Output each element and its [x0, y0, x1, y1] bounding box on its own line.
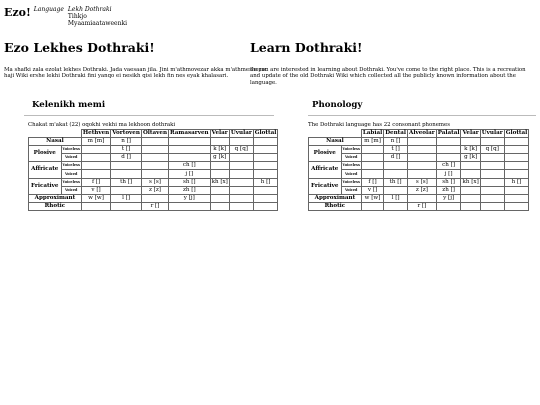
phoneme-cell: y [j] — [169, 194, 211, 202]
section-title: Phonology — [312, 100, 363, 110]
divider — [308, 115, 536, 116]
phoneme-cell — [461, 194, 480, 202]
phoneme-cell: s [s] — [408, 178, 437, 186]
phoneme-cell: w [w] — [81, 194, 110, 202]
column-header: Vortoven — [112, 130, 140, 137]
phoneme-cell: n [] — [384, 138, 408, 146]
phoneme-cell — [253, 202, 278, 210]
column-header: Uvular — [230, 130, 252, 137]
phoneme-cell — [480, 162, 504, 170]
phoneme-cell — [436, 202, 461, 210]
voicing-label: Voiceless — [61, 178, 81, 186]
phoneme-cell — [111, 186, 142, 194]
phoneme-cell — [361, 154, 383, 162]
row-header-plosive: Plosive — [309, 146, 342, 162]
phoneme-cell: ch [] — [169, 162, 211, 170]
dothraki-column — [4, 40, 272, 80]
phoneme-cell — [504, 202, 529, 210]
phoneme-cell — [504, 194, 529, 202]
phoneme-cell — [461, 138, 480, 146]
phoneme-cell: l [] — [384, 194, 408, 202]
phoneme-cell — [81, 162, 110, 170]
phoneme-cell — [229, 202, 253, 210]
phoneme-cell: f [] — [81, 178, 110, 186]
phoneme-cell: k [k] — [210, 146, 229, 154]
phoneme-cell — [408, 162, 437, 170]
phoneme-cell — [384, 186, 408, 194]
phoneme-cell: r [] — [408, 202, 437, 210]
table-corner — [29, 130, 82, 138]
table-row — [29, 194, 278, 202]
table-row — [309, 194, 529, 202]
phoneme-cell — [229, 154, 253, 162]
voicing-label: Voiced — [61, 186, 81, 194]
phoneme-cell — [408, 146, 437, 154]
phoneme-cell — [408, 170, 437, 178]
phoneme-cell — [229, 194, 253, 202]
phoneme-cell — [253, 138, 278, 146]
phoneme-cell — [436, 146, 461, 154]
phoneme-cell — [141, 154, 168, 162]
column-header: Uvular — [481, 130, 503, 137]
row-header-fricative: Fricative — [29, 178, 62, 194]
phoneme-cell — [253, 194, 278, 202]
phoneme-cell — [408, 138, 437, 146]
phoneme-cell: kh [x] — [462, 178, 479, 185]
phoneme-cell — [480, 202, 504, 210]
phoneme-cell — [384, 202, 408, 210]
phoneme-cell: zh [] — [169, 186, 211, 194]
phoneme-cell: w [w] — [361, 194, 383, 202]
phoneme-cell — [408, 194, 437, 202]
phoneme-cell: t [] — [111, 146, 142, 154]
table-row — [309, 186, 529, 194]
phoneme-cell — [81, 170, 110, 178]
column-header: Alveolar — [409, 130, 435, 137]
phoneme-cell — [141, 162, 168, 170]
phoneme-cell — [81, 154, 110, 162]
phoneme-cell — [361, 202, 383, 210]
table-row — [29, 162, 278, 170]
phoneme-cell — [480, 194, 504, 202]
column-header: Ramasarven — [170, 130, 209, 137]
phoneme-cell: f [] — [361, 178, 383, 186]
phoneme-cell — [504, 146, 529, 154]
phoneme-cell: sh [] — [436, 178, 461, 186]
voicing-label: Voiceless — [341, 146, 361, 154]
table-row — [309, 170, 529, 178]
site-header — [4, 4, 127, 28]
voicing-label: Voiced — [61, 154, 81, 162]
phoneme-cell — [408, 154, 437, 162]
phoneme-cell: h [] — [504, 178, 529, 186]
table-corner — [309, 130, 362, 138]
phoneme-cell — [480, 170, 504, 178]
voicing-label: Voiceless — [61, 146, 81, 154]
phoneme-cell — [210, 138, 229, 146]
table-row — [309, 178, 529, 186]
phoneme-cell — [169, 146, 211, 154]
english-column — [250, 40, 536, 86]
table-row — [29, 146, 278, 154]
phoneme-cell — [210, 202, 229, 210]
row-header-approximant: Approximant — [29, 194, 82, 202]
phoneme-cell — [461, 170, 480, 178]
phoneme-cell — [141, 138, 168, 146]
language-label: Language — [33, 6, 64, 13]
phoneme-cell — [461, 202, 480, 210]
page-title-dothraki: Ezo Lekhes Dothraki! — [4, 40, 155, 55]
phoneme-cell — [229, 186, 253, 194]
phoneme-cell: z [z] — [408, 186, 437, 194]
phoneme-cell: g [k] — [210, 154, 229, 162]
phoneme-cell: r [] — [141, 202, 168, 210]
phoneme-cell — [504, 186, 529, 194]
voicing-label: Voiceless — [341, 162, 361, 170]
phoneme-cell — [169, 154, 211, 162]
phoneme-cell: z [z] — [141, 186, 168, 194]
language-option-tihkjo[interactable]: Tihkjo — [67, 13, 87, 21]
phoneme-cell: y [j] — [436, 194, 461, 202]
phoneme-cell: l [] — [111, 194, 142, 202]
phoneme-cell: g [k] — [461, 154, 480, 162]
phoneme-cell — [229, 170, 253, 178]
phoneme-cell — [384, 170, 408, 178]
row-header-plosive: Plosive — [29, 146, 62, 162]
phoneme-cell — [461, 162, 480, 170]
voicing-label: Voiced — [341, 170, 361, 178]
phoneme-cell — [504, 154, 529, 162]
phoneme-cell: v [] — [81, 186, 110, 194]
table-row — [309, 146, 529, 154]
table-row — [29, 202, 278, 210]
table-row — [309, 154, 529, 162]
table-caption: Chakat m'akat (22) oqokhi vekhi ma lekhoon dothraki — [28, 122, 176, 128]
phoneme-cell: ch [] — [436, 162, 461, 170]
phoneme-cell — [504, 162, 529, 170]
phoneme-cell: zh [] — [436, 186, 461, 194]
section-phonology — [310, 100, 536, 211]
phoneme-cell — [480, 154, 504, 162]
table-row — [309, 138, 529, 146]
row-header-nasal: Nasal — [29, 138, 82, 146]
phoneme-cell — [461, 186, 480, 194]
site-logo[interactable]: Ezo! — [4, 6, 31, 19]
voicing-label: Voiced — [341, 186, 361, 194]
phoneme-cell — [504, 170, 529, 178]
phoneme-cell — [141, 170, 168, 178]
column-header: Dental — [385, 130, 407, 137]
table-header-row — [309, 130, 529, 138]
phoneme-cell: sh [] — [169, 178, 211, 186]
language-option-dothraki[interactable]: Lekh Dothraki — [67, 6, 112, 13]
row-header-rhotic: Rhotic — [29, 202, 82, 210]
phoneme-cell — [436, 138, 461, 146]
phoneme-cell — [141, 146, 168, 154]
consonant-table-dothraki — [28, 129, 278, 211]
row-header-approximant: Approximant — [309, 194, 362, 202]
phoneme-cell — [229, 138, 253, 146]
table-row — [29, 138, 278, 146]
column-header: Velar — [211, 130, 228, 137]
voicing-label: Voiceless — [61, 162, 81, 170]
column-header: Oltaven — [142, 130, 168, 137]
phoneme-cell — [504, 138, 529, 146]
divider — [24, 115, 274, 116]
row-header-rhotic: Rhotic — [309, 202, 362, 210]
phoneme-cell — [210, 162, 229, 170]
phoneme-cell — [111, 162, 142, 170]
table-row — [309, 202, 529, 210]
phoneme-cell — [384, 162, 408, 170]
consonant-table-english — [308, 129, 529, 211]
phoneme-cell — [361, 146, 383, 154]
table-row — [29, 178, 278, 186]
voicing-label: Voiceless — [341, 178, 361, 186]
column-header: Palatal — [437, 130, 460, 137]
voicing-label: Voiced — [341, 154, 361, 162]
phoneme-cell: d [] — [111, 154, 142, 162]
phoneme-cell — [253, 154, 278, 162]
table-row — [29, 170, 278, 178]
phoneme-cell — [436, 154, 461, 162]
row-header-nasal: Nasal — [309, 138, 362, 146]
intro-text-english: So you are interested in learning about Dothraki. You've come to the right place. This is a recreation and update of the old Dothraki Wiki which collected all the publicly known information about the language. — [250, 67, 526, 86]
phoneme-cell — [111, 170, 142, 178]
phoneme-cell — [169, 138, 211, 146]
column-header: Hethven — [82, 130, 110, 137]
column-header: Labial — [362, 130, 383, 137]
language-option-myaamiaataweenki[interactable]: Myaamiaataweenki — [67, 20, 128, 28]
phoneme-cell: kh [x] — [211, 178, 228, 185]
phoneme-cell: n [] — [111, 138, 142, 146]
phoneme-cell — [480, 178, 504, 186]
section-title: Kelenikh memi — [32, 100, 106, 110]
voicing-label: Voiced — [61, 170, 81, 178]
row-header-affricate: Affricate — [309, 162, 342, 178]
phoneme-cell: j [] — [436, 170, 461, 178]
phoneme-cell — [81, 202, 110, 210]
column-header: Glottal — [505, 130, 528, 137]
phoneme-cell: t [] — [384, 146, 408, 154]
section-kelenikh-memi — [28, 100, 277, 211]
phoneme-cell: th [] — [384, 178, 408, 186]
phoneme-cell: m [m] — [81, 138, 110, 146]
row-header-affricate: Affricate — [29, 162, 62, 178]
phoneme-cell — [229, 178, 253, 186]
phoneme-cell — [169, 202, 211, 210]
table-row — [309, 162, 529, 170]
phoneme-cell — [253, 162, 278, 170]
phoneme-cell — [210, 170, 229, 178]
table-row — [29, 154, 278, 162]
phoneme-cell: j [] — [169, 170, 211, 178]
phoneme-cell: v [] — [361, 186, 383, 194]
phoneme-cell — [229, 162, 253, 170]
phoneme-cell: h [] — [253, 178, 278, 186]
phoneme-cell — [111, 202, 142, 210]
phoneme-cell: s [s] — [141, 178, 168, 186]
phoneme-cell — [480, 138, 504, 146]
phoneme-cell — [361, 162, 383, 170]
phoneme-cell: k [k] — [461, 146, 480, 154]
phoneme-cell: th [] — [111, 178, 142, 186]
phoneme-cell — [141, 194, 168, 202]
table-caption: The Dothraki language has 22 consonant phonemes — [308, 122, 450, 128]
phoneme-cell — [81, 146, 110, 154]
page-title-english: Learn Dothraki! — [250, 40, 363, 55]
phoneme-cell — [210, 194, 229, 202]
phoneme-cell — [480, 186, 504, 194]
column-header: Velar — [462, 130, 479, 137]
phoneme-cell — [361, 170, 383, 178]
column-header: Glottal — [254, 130, 277, 137]
phoneme-cell: q [q] — [480, 146, 504, 154]
intro-text-dothraki: Ma shafki zala ezolat lekhes Dothraki. Jada vaesaan jila. Jini m'athmovezar akka m'athmeshozar haji Wiki ershe lekhi Dothraki fini yanqo ei nesikh qisi lekh fin nes eyak khalasari. — [4, 67, 268, 80]
phoneme-cell — [253, 146, 278, 154]
table-row — [29, 186, 278, 194]
phoneme-cell — [253, 170, 278, 178]
phoneme-cell — [253, 186, 278, 194]
table-header-row — [29, 130, 278, 138]
phoneme-cell: d [] — [384, 154, 408, 162]
language-list — [68, 6, 127, 28]
phoneme-cell — [210, 186, 229, 194]
phoneme-cell: q [q] — [229, 146, 253, 154]
phoneme-cell: m [m] — [361, 138, 383, 146]
row-header-fricative: Fricative — [309, 178, 342, 194]
